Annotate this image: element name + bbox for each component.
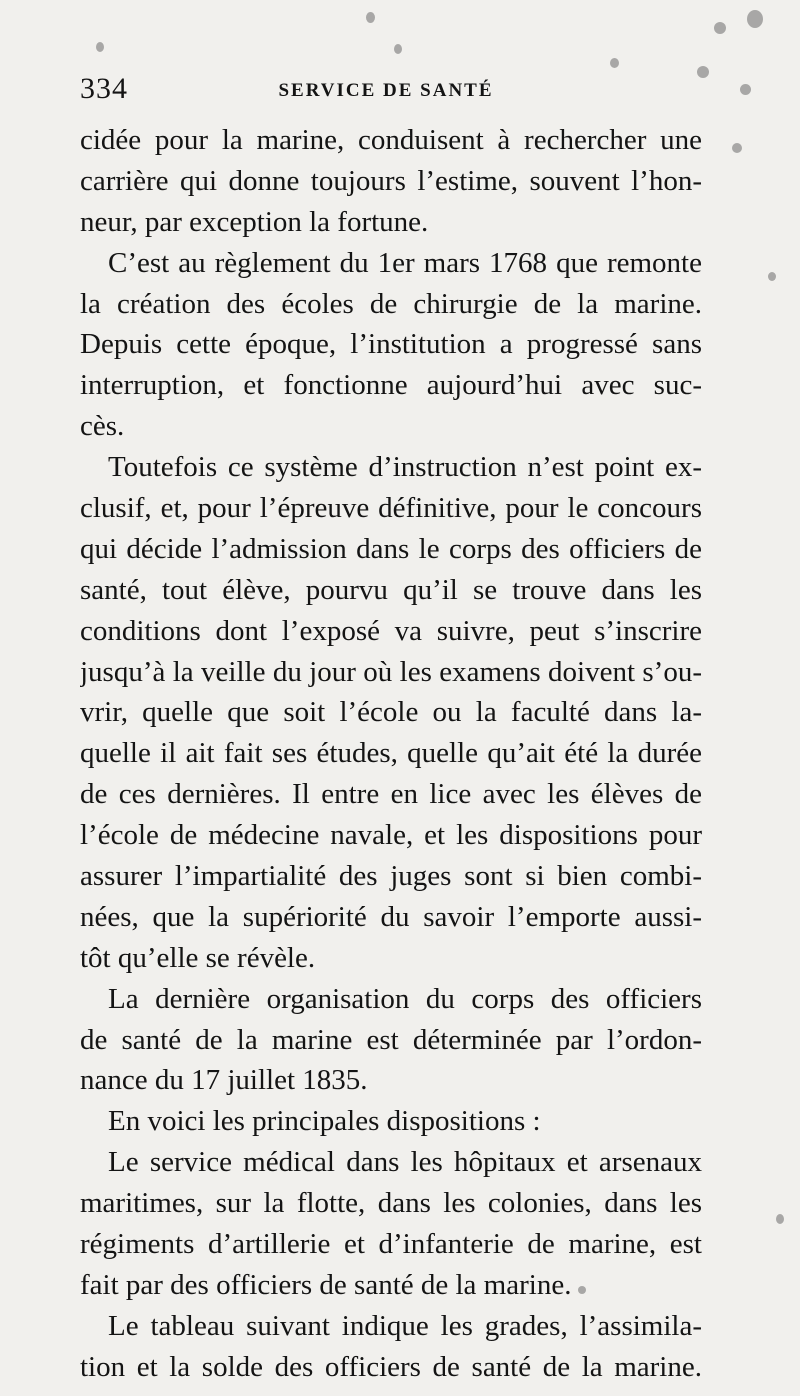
- text-line: La dernière organisation du corps des officiers: [108, 982, 702, 1015]
- text-line: C’est au règlement du 1er mars 1768 que remonte: [108, 246, 702, 279]
- scan-speck: [96, 42, 104, 52]
- text-line: clusif, et, pour l’épreuve définitive, pour le concours: [80, 492, 702, 525]
- text-line: fait par des officiers de santé de la marine.: [80, 1268, 572, 1301]
- text-line: de ces dernières. Il entre en lice avec les élèves de: [80, 778, 702, 811]
- text-line: nance du 17 juillet 1835.: [80, 1064, 368, 1097]
- scan-speck: [740, 84, 751, 95]
- text-line: régiments d’artillerie et d’infanterie de marine, est: [80, 1228, 702, 1261]
- text-line: conditions dont l’exposé va suivre, peut s’inscrire: [80, 614, 702, 647]
- text-line: interruption, et fonctionne aujourd’hui avec suc-: [80, 369, 702, 402]
- page-number: 334: [80, 72, 128, 105]
- scan-speck: [394, 44, 402, 54]
- text-line: de santé de la marine est déterminée par l’ordon-: [80, 1023, 702, 1056]
- text-line: neur, par exception la fortune.: [80, 205, 429, 238]
- text-line: quelle il ait fait ses études, quelle qu’ait été la durée: [80, 737, 702, 770]
- text-line: Toutefois ce système d’instruction n’est point ex-: [108, 451, 702, 484]
- body-text: [80, 120, 702, 1388]
- text-line: carrière qui donne toujours l’estime, souvent l’hon-: [80, 164, 702, 197]
- text-line: Le tableau suivant indique les grades, l’assimila-: [108, 1309, 702, 1342]
- text-line: cès.: [80, 410, 125, 443]
- text-line: tion et la solde des officiers de santé de la marine.: [80, 1350, 702, 1383]
- page-header: [80, 72, 692, 108]
- scan-speck: [747, 10, 763, 28]
- text-line: tôt qu’elle se révèle.: [80, 941, 316, 974]
- text-line: vrir, quelle que soit l’école ou la faculté dans la-: [80, 696, 702, 729]
- text-line: nées, que la supériorité du savoir l’emporte aussi-: [80, 900, 702, 933]
- scan-speck: [714, 22, 726, 34]
- text-line: santé, tout élève, pourvu qu’il se trouve dans les: [80, 573, 702, 606]
- text-line: l’école de médecine navale, et les dispositions pour: [80, 819, 702, 852]
- text-line: Le service médical dans les hôpitaux et arsenaux: [108, 1146, 702, 1179]
- text-line: Depuis cette époque, l’institution a progressé sans: [80, 328, 702, 361]
- text-line: la création des écoles de chirurgie de la marine.: [80, 287, 702, 320]
- scan-speck: [697, 66, 709, 78]
- text-line: maritimes, sur la flotte, dans les colonies, dans les: [80, 1187, 702, 1220]
- scan-speck: [768, 272, 776, 281]
- scan-speck: [366, 12, 375, 23]
- text-line: jusqu’à la veille du jour où les examens doivent s’ou-: [80, 655, 702, 688]
- scan-speck: [610, 58, 619, 68]
- scan-speck: [578, 1286, 586, 1294]
- text-line: assurer l’impartialité des juges sont si bien combi-: [80, 860, 702, 893]
- text-line: En voici les principales dispositions :: [108, 1105, 541, 1138]
- text-line: qui décide l’admission dans le corps des officiers de: [80, 532, 702, 565]
- scan-speck: [776, 1214, 784, 1224]
- running-title: SERVICE DE SANTÉ: [278, 80, 494, 101]
- scan-speck: [732, 143, 742, 153]
- text-line: cidée pour la marine, conduisent à rechercher une: [80, 124, 702, 156]
